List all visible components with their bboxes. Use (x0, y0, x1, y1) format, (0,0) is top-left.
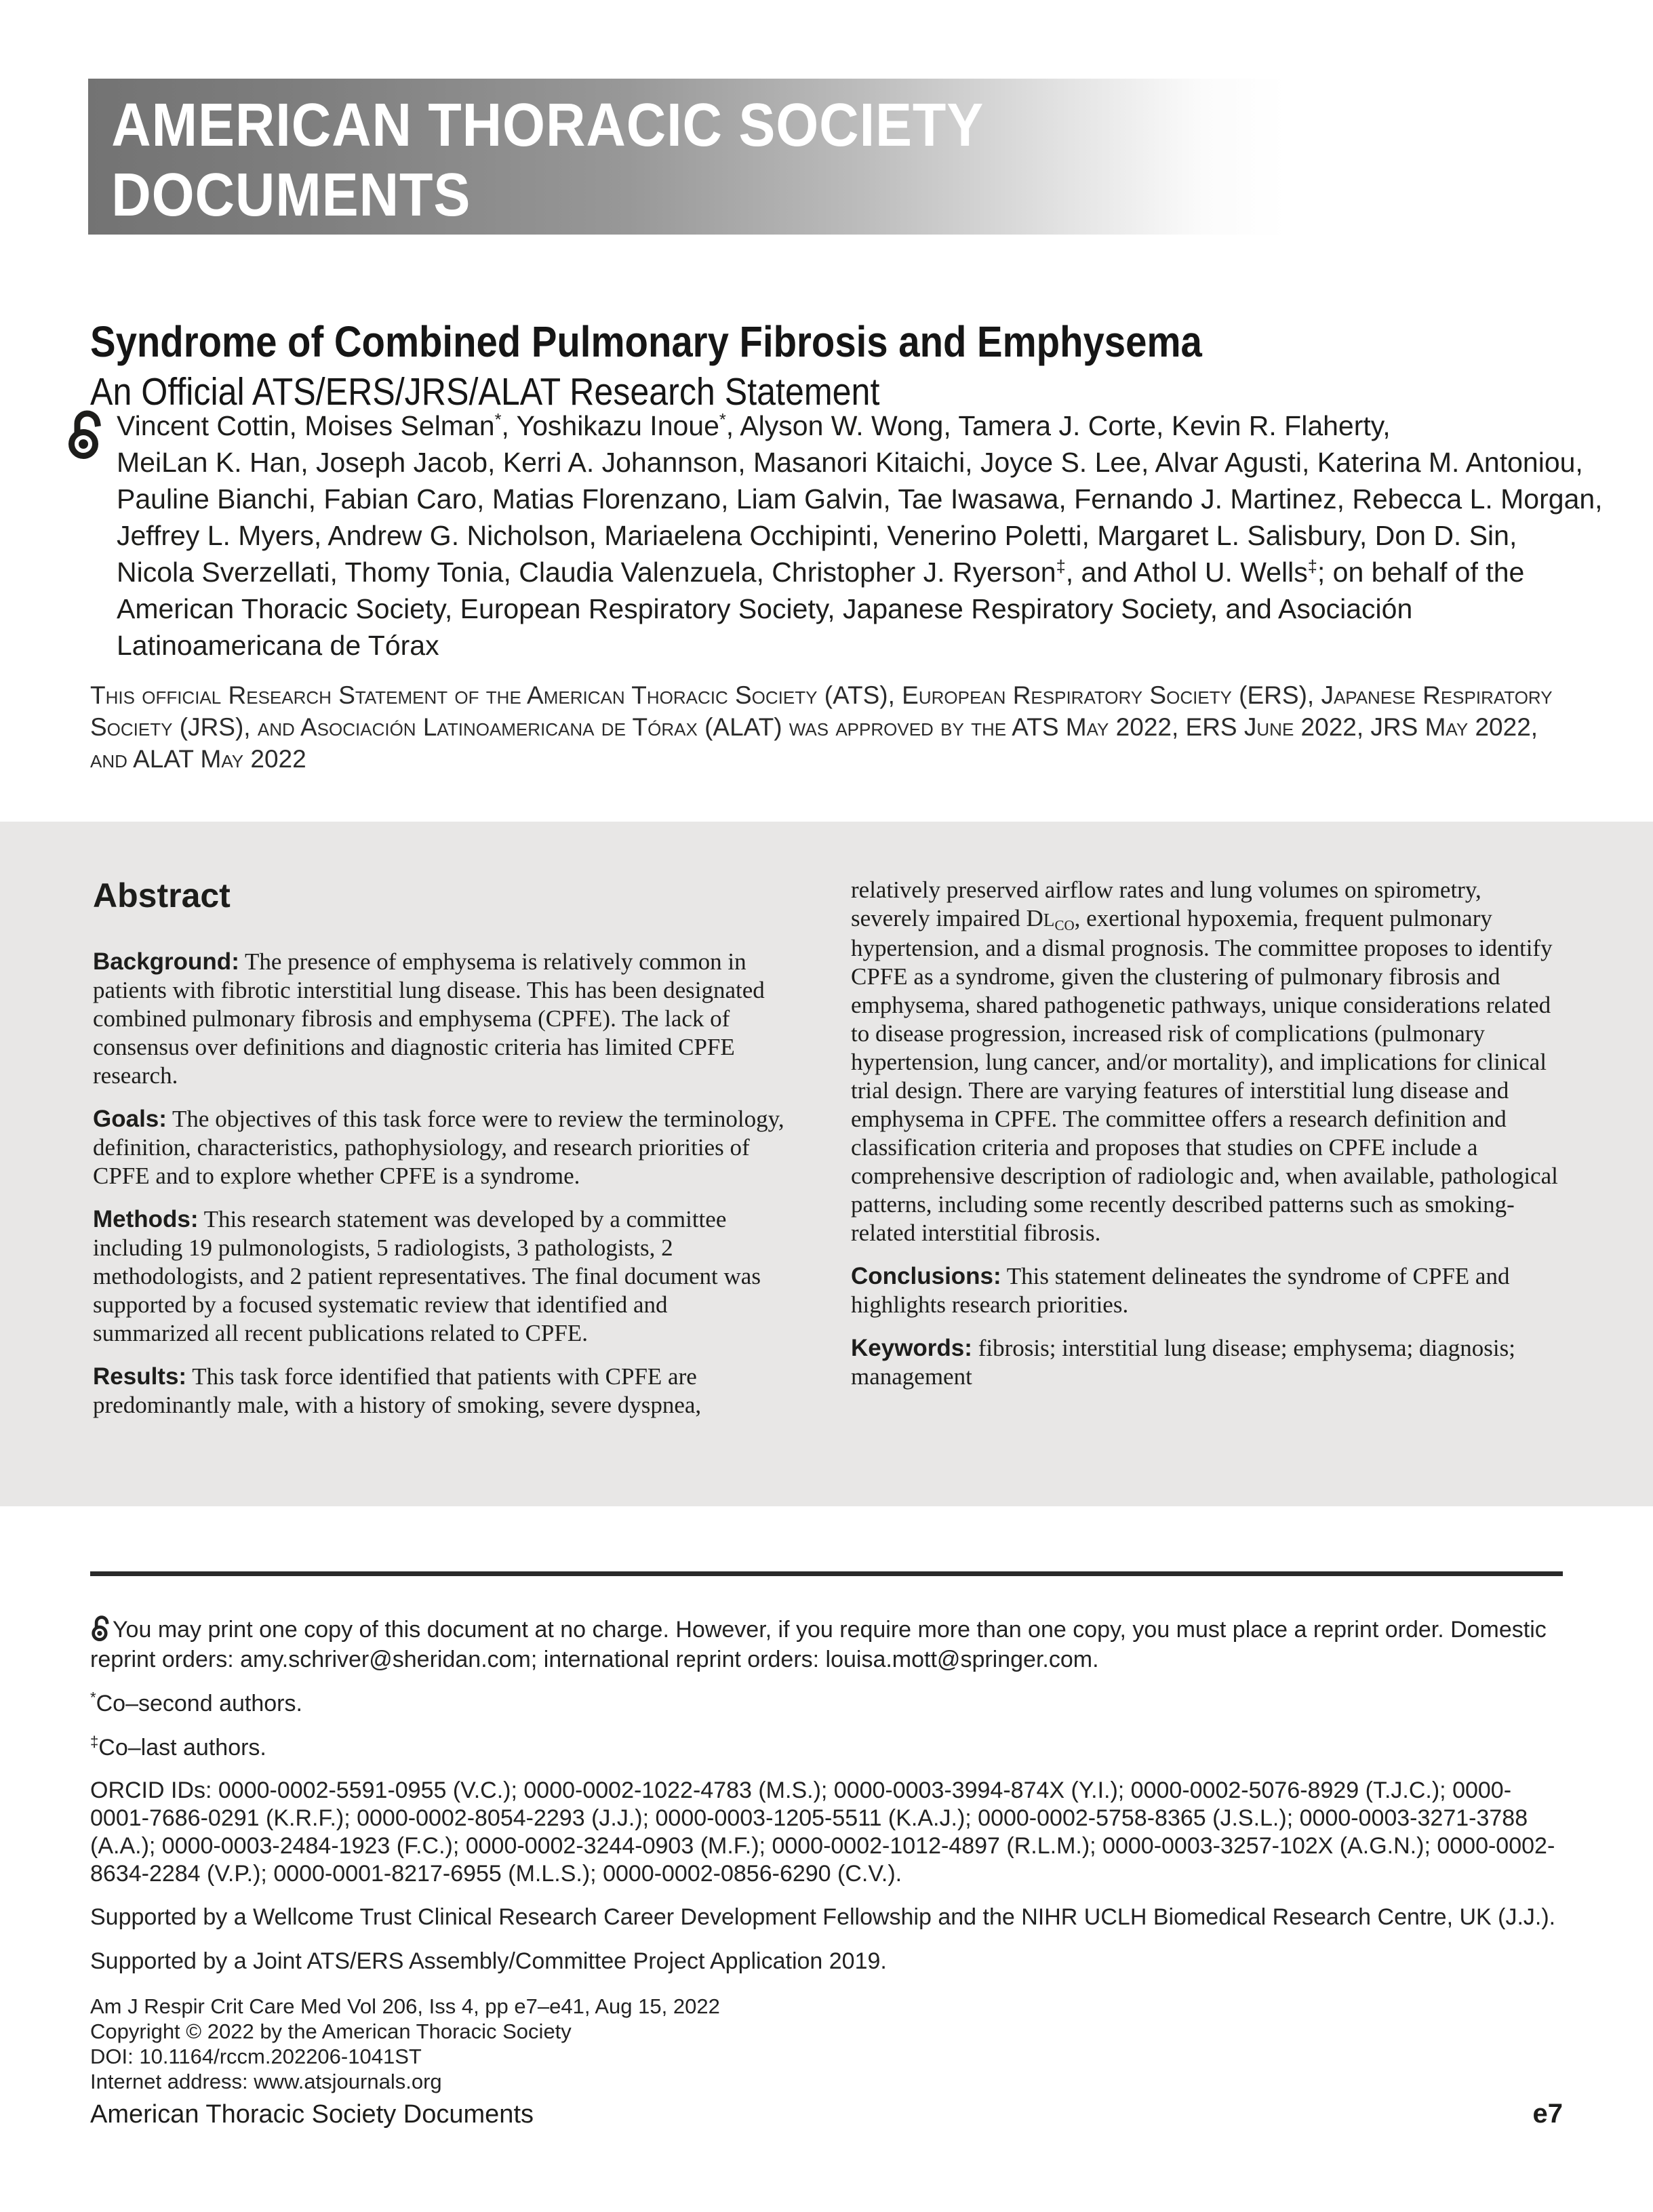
results-label: Results: (93, 1363, 187, 1390)
co-second-marker: * (494, 410, 502, 430)
orcid-ids: ORCID IDs: 0000-0002-5591-0955 (V.C.); 0000-0002-1022-4783 (M.S.); 0000-0003-3994-874X (Y.I.); 0000-0002-5076-8929 (T.J.C.); 0000-0001-7686-0291 (K.R.F.); 0000-0002-8054-2293 (J.J.); 0000-0003-1205-5511 (K.A.J.); 0000-0002-5758-8365 (J.S.L.); 0000-0003-3271-3788 (A.A.); 0000-0003-2484-1923 (F.C.); 0000-0002-3244-0903 (M.F.); 0000-0002-1012-4897 (R.L.M.); 0000-0003-3257-102X (A.G.N.); 0000-0002-8634-2284 (V.P.); 0000-0001-8217-6955 (M.L.S.); 0000-0002-0856-6290 (C.V.). (90, 1777, 1555, 1887)
background-label: Background: (93, 948, 239, 975)
article-subtitle: An Official ATS/ERS/JRS/ALAT Research Statement (90, 370, 880, 414)
abstract-goals: Goals: The objectives of this task force were to review the terminology, definition, characteristics, pathophysiology, and research priorities of CPFE and to explore whether CPFE is a syndrome. (93, 1106, 784, 1189)
abstract-methods: Methods: This research statement was developed by a committee including 19 pulmonologists, 5 radiologists, 3 pathologists, 2 methodologists, and 2 patient representatives. The final document was supported by a focused systematic review that identified and summarized all recent publications related to CPFE. (93, 1206, 761, 1346)
author-line: American Thoracic Society, European Respiratory Society, Japanese Respiratory Society, and Asociación (117, 593, 1413, 624)
author-line: Vincent Cottin, Moises Selman*, Yoshikazu Inoue*, Alyson W. Wong, Tamera J. Corte, Kevin R. Flaherty, (117, 410, 1391, 441)
abstract-conclusions: Conclusions: This statement delineates the syndrome of CPFE and highlights research priorities. (851, 1263, 1510, 1318)
conclusions-label: Conclusions: (851, 1263, 1001, 1289)
co-last-marker: ‡ (1307, 557, 1317, 576)
title-block (90, 317, 1609, 414)
author-line: Latinoamericana de Tórax (117, 630, 439, 661)
author-list (90, 407, 1615, 664)
support-note-1: Supported by a Wellcome Trust Clinical Research Career Development Fellowship and the NIHR UCLH Biomedical Research Centre, UK (J.J.). (90, 1904, 1556, 1930)
abstract-heading: Abstract (93, 877, 231, 914)
author-line: Nicola Sverzellati, Thomy Tonia, Claudia Valenzuela, Christopher J. Ryerson‡, and Athol U. Wells‡; on behalf of the (117, 557, 1525, 588)
copyright-line: Copyright © 2022 by the American Thoracic Society (90, 2019, 572, 2043)
abstract-keywords: Keywords: fibrosis; interstitial lung disease; emphysema; diagnosis; management (851, 1335, 1515, 1390)
co-last-marker: ‡ (1056, 557, 1066, 576)
footnotes (90, 1615, 1568, 2094)
footnote-divider (90, 1571, 1563, 1576)
co-last-note: ‡Co–last authors. (90, 1733, 266, 1761)
open-access-icon (66, 410, 105, 459)
author-line: Jeffrey L. Myers, Andrew G. Nicholson, Mariaelena Occhipinti, Venerino Poletti, Margaret L. Salisbury, Don D. Sin, (117, 520, 1517, 551)
doi-line: DOI: 10.1164/rccm.202206-1041ST (90, 2045, 422, 2068)
journal-line: Am J Respir Crit Care Med Vol 206, Iss 4, pp e7–e41, Aug 15, 2022 (90, 1994, 720, 2018)
journal-citation-block (90, 1994, 1568, 2094)
internet-address-line: Internet address: www.atsjournals.org (90, 2070, 442, 2093)
abstract-background: Background: The presence of emphysema is relatively common in patients with fibrotic interstitial lung disease. This has been designated combined pulmonary fibrosis and emphysema (CPFE). The lack of consensus over definitions and diagnostic criteria has limited CPFE research. (93, 948, 765, 1089)
methods-label: Methods: (93, 1206, 199, 1232)
abstract-box (0, 822, 1653, 1506)
footer-page-number: e7 (1532, 2099, 1563, 2129)
goals-label: Goals: (93, 1106, 167, 1132)
keywords-label: Keywords: (851, 1335, 972, 1361)
banner-line-1: AMERICAN THORACIC SOCIETY (111, 92, 984, 159)
banner-title (88, 79, 1167, 230)
co-second-note: *Co–second authors. (90, 1689, 302, 1716)
approval-statement: This official Research Statement of the American Thoracic Society (ATS), European Respiratory Society (ERS), Japanese Respiratory Society (JRS), and Asociación Latinoamericana de Tórax (ALAT) was approved by the ATS May 2022, ERS June 2022, JRS May 2022, and ALAT May 2022 (90, 681, 1553, 773)
reprint-note: You may print one copy of this document at no charge. However, if you require more than one copy, you must place a reprint order. Domestic reprint orders: amy.schriver@sheridan.com; international reprint orders: louisa.mott@springer.com. (90, 1617, 1547, 1672)
abstract-results: Results: This task force identified that patients with CPFE are predominantly male, with a history of smoking, severe dyspnea, (93, 1363, 702, 1418)
page-footer (90, 2099, 1563, 2129)
dlco-smallcap: L (1043, 910, 1055, 930)
author-line: MeiLan K. Han, Joseph Jacob, Kerri A. Johannson, Masanori Kitaichi, Joyce S. Lee, Alvar Agusti, Katerina M. Antoniou, (117, 447, 1583, 478)
banner-line-2: DOCUMENTS (111, 161, 471, 229)
asterisk-marker: * (90, 1689, 96, 1706)
open-access-icon (90, 1615, 111, 1641)
co-second-marker: * (719, 410, 726, 430)
ats-documents-banner (88, 79, 1287, 235)
dlco-subscript: CO (1054, 917, 1075, 933)
abstract-right-column (851, 876, 1563, 1434)
double-dagger-marker: ‡ (90, 1733, 99, 1750)
author-line: Pauline Bianchi, Fabian Caro, Matias Florenzano, Liam Galvin, Tae Iwasawa, Fernando J. Martinez, Rebecca L. Morgan, (117, 483, 1603, 515)
footer-running-title: American Thoracic Society Documents (90, 2100, 534, 2129)
article-title: Syndrome of Combined Pulmonary Fibrosis and Emphysema (90, 317, 1202, 366)
support-note-2: Supported by a Joint ATS/ERS Assembly/Committee Project Application 2019. (90, 1948, 887, 1974)
abstract-left-column (93, 876, 786, 1434)
abstract-results-continuation: relatively preserved airflow rates and lung volumes on spirometry, severely impaired DLCO, exertional hypoxemia, frequent pulmonary hypertension, and a dismal prognosis. The committee proposes to identify CPFE as a syndrome, given the clustering of pulmonary fibrosis and emphysema, shared pathogenetic pathways, unique considerations related to disease progression, increased risk of complications (pulmonary hypertension, lung cancer, and/or mortality), and implications for clinical trial design. There are varying features of interstitial lung disease and emphysema in CPFE. The committee offers a research definition and classification criteria and proposes that studies on CPFE include a comprehensive description of radiologic and, when available, pathological patterns, including some recently described patterns such as smoking-related interstitial fibrosis. (851, 877, 1558, 1246)
